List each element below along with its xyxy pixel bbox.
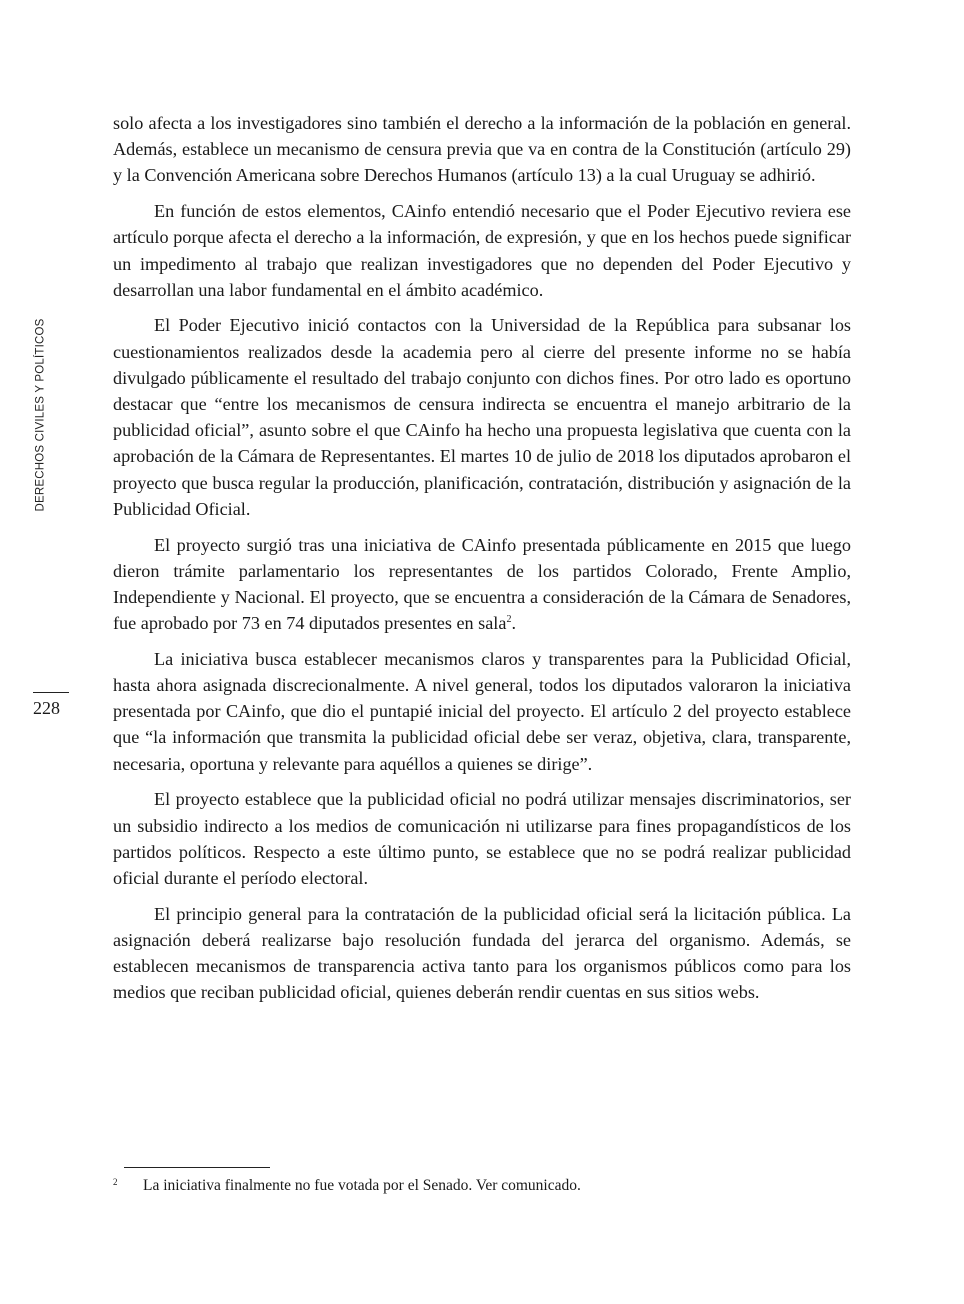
footnote-text: La iniciativa finalmente no fue votada por el Senado. Ver comunicado. [143,1177,581,1194]
running-head [27,318,55,512]
paragraph-text-end: . [511,613,516,634]
body-text [113,110,851,1015]
paragraph: En función de estos elementos, CAinfo entendió necesario que el Poder Ejecutivo reviera ese artículo porque afecta el derecho a la información, de expresión, y que en los hechos puede significar un impedimento al trabajo que realizan investigadores que no dependen del Poder Ejecutivo y desarrollan una labor fundamental en el ámbito académico. [113,201,851,300]
footnote [113,1175,851,1197]
paragraph: El principio general para la contratación de la publicidad oficial será la licitación pública. La asignación deberá realizarse bajo resolución fundada del jerarca del organismo. Además, se establecen mecanismos de transparencia activa tanto para los organismos públicos como para los medios que reciban publicidad oficial, quienes deberán rendir cuentas en sus sitios webs. [113,903,851,1003]
paragraph: El proyecto establece que la publicidad oficial no podrá utilizar mensajes discriminatorios, ser un subsidio indirecto a los medios de comunicación ni utilizarse para fines propagandísticos de los partidos políticos. Respecto a este último punto, se establece que no se podrá realizar publicidad oficial durante el período electoral. [113,789,851,888]
page-number: 228 [33,698,60,718]
footnote-mark: 2 [113,1177,118,1187]
running-head-text: DERECHOS CIVILES Y POLÍTICOS [35,318,48,512]
paragraph-text: El proyecto surgió tras una iniciativa de CAinfo presentada públicamente en 2015 que luego dieron trámite parlamentario los representantes de los partidos Colorado, Frente Amplio, Independiente y Nacional. El proyecto, que se encuentra a consideración de la Cámara de Senadores, fue aprobado por 73 en 74 diputados presentes en sala [113,534,851,634]
paragraph: solo afecta a los investigadores sino también el derecho a la información de la población en general. Además, establece un mecanismo de censura previa que va en contra de la Constitución (artículo 29) y la Convención Americana sobre Derechos Humanos (artículo 13) a la cual Uruguay se adhirió. [113,113,851,186]
footnote-reference[interactable]: 2 [506,614,512,626]
paragraph: El Poder Ejecutivo inició contactos con la Universidad de la República para subsanar los cuestionamientos realizados desde la academia pero al cierre del presente informe no se había divulgado públicamente el resultado del trabajo conjunto con dichos fines. Por otro lado es oportuno destacar que “entre los mecanismos de censura indirecta se encuentra el manejo arbitrario de la publicidad oficial”, asunto sobre el que CAinfo ha hecho una propuesta legislativa que cuenta con la aprobación de la Cámara de Representantes. El martes 10 de julio de 2018 los diputados aprobaron el proyecto que busca regular la producción, planificación, contratación, distribución y asignación de la Publicidad Oficial. [113,315,851,519]
footnote-rule [124,1167,270,1168]
paragraph: La iniciativa busca establecer mecanismos claros y transparentes para la Publicidad Oficial, hasta ahora asignada discrecionalmente. A nivel general, todos los diputados valoraron la iniciativa presentada por CAinfo, que dio el puntapié inicial del proyecto. El artículo 2 del proyecto establece que “la información que transmita la publicidad oficial debe ser veraz, objetiva, clara, transparente, necesaria, oportuna y relevante para aquéllos a quienes se dirige”. [113,648,851,774]
paragraph [113,532,851,637]
page-number-rule [33,692,69,693]
